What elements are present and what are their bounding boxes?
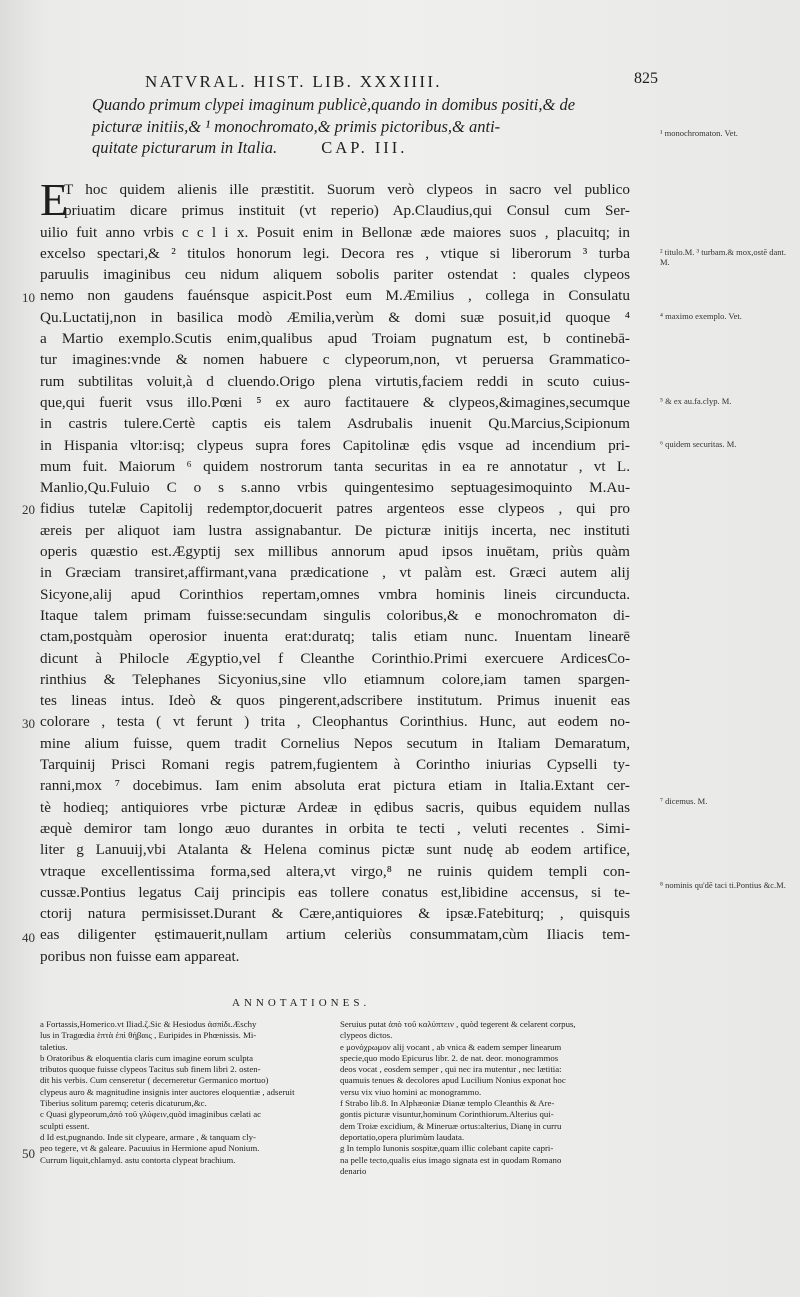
line-number: 30 [22,716,35,731]
annotation-line: Tiberius solitum paremq; ceteris dicaturum,&c. [40,1098,207,1109]
annotation-line: c Quasi glypeorum,ἀπὸ τοῦ γλύφειν,quòd imaginibus cælati ac [40,1109,262,1120]
annotation-line: na pelle tecto,qualis eius imago signata est in quodam Romano [340,1154,562,1165]
text-line: que,qui fuerit vsus illo.Pœni ⁵ ex auro factitauere & clypeos,&imagines,secumque [40,393,630,411]
chapter-title-line-last [92,137,632,159]
annotation-line: quamuis tenues & decolores apud Lucilium Nonius exponat hoc [340,1075,566,1086]
annotation-line: taletius. [40,1041,68,1052]
text-line: in Hispania vltor:isq; clypeus supra fores Capitolinæ ędis vsque ad incendium pri- [40,436,630,454]
annotation-line: peo tegere, vt & galeare. Pacuuius in Hermione apud Nonium. [40,1143,260,1154]
annotation-line: f Strabo lib.8. In Alphæoniæ Dianæ templo Cleanthis & Are- [340,1098,555,1109]
text-line: æquè demiror tam longo æuo durantes in orbita te tecti , veluti recentes . Simi- [40,819,630,837]
text-line: T hoc quidem alienis ille præstitit. Suorum verò clypeos in sacro vel publico [64,181,630,198]
text-line: rinthius & Telephanes Sicyonius,sine vllo etiamnum colore,iam tamen spargen- [40,670,630,688]
text-line: in castris tulere.Certè captis eis talem Asdrubalis inuenit Qu.Marcius,Scipionum [40,415,630,433]
text-line: paruulis imaginibus ceu nidum aliquem sobolis pariter ostendat : quales clypeos [40,266,630,284]
running-title: NATVRAL. HIST. LIB. XXXIIII. [145,72,442,91]
text-line: poribus non fuisse eam appareat. [40,947,240,965]
annotation-line: Seruius putat ἀπὸ τοῦ καλύπτειν , quòd tegerent & celarent corpus, [340,1019,576,1029]
text-line: liter g Lanuuij,vbi Atalanta & Helena cominus pictæ sunt nudę ab eodem artifice, [40,841,630,859]
margin-note: ⁸ nominis qu'dē taci ti.Pontius &c.M. [660,880,786,890]
text-line: Manlio,Qu.Fuluio C o s s.anno vrbis quingentesimo septuagesimoquinto M.Au- [40,479,630,497]
text-line: Tarquinij Prisci Romani regis patrem,fugientem à Corintho iniurias Cypselli ty- [40,756,630,774]
annotation-line: denario [340,1165,367,1176]
text-line: dicunt à Philocle Ægyptio,vel f Cleanthe Corinthio.Primi exercuere ArdicesCo- [40,649,630,667]
margin-note: ⁷ dicemus. M. [660,796,708,806]
margin-note: ⁶ quidem securitas. M. [660,439,737,449]
chapter-title-line: Quando primum clypei imaginum publicè,quando in domibus positi,& de [92,95,576,114]
text-line: ranni,mox ⁷ docebimus. Iam enim absoluta erat pictura etiam in Italia.Extant cer- [40,777,630,795]
chapter-title-line: picturæ initiis,& ¹ monochromato,& primis pictoribus,& anti- [92,116,501,136]
annotation-line: lus in Tragœdia ἑπτὰ ἐπὶ θήβαις , Euripides in Phœnissis. Mi- [40,1030,257,1041]
text-line: tur imagines:vnde & nomen habuere c clypeorum,non, vt peruersa Grammatico- [40,351,630,369]
text-line: fidius tutelæ Capitolij redemptor,docuerit patres argenteos esse clypeos , qui pro [40,500,630,518]
annotation-line: deportatio,opera plurimùm laudata. [340,1131,465,1142]
margin-note: ¹ monochromaton. Vet. [660,128,738,138]
text-line: ctam,postquàm operosior inuenta erat:duratq; talis etiam nunc. Inuentam linearē [40,628,630,646]
annotation-line: gontis picturæ visuntur,hominum Corinthiorum.Alterius qui- [340,1109,554,1120]
annotation-line: a Fortassis,Homerico.vt Iliad.ζ.Sic & Hesiodus ἀσπίδι.Æschy [40,1019,257,1029]
annotation-line: d Id est,pugnando. Inde sit clypeare, armare , & tanquam cly- [40,1131,256,1142]
page-number: 825 [634,70,658,87]
chapter-title [92,94,632,159]
text-line: æreis per aliquot iam lustra assignabantur. De picturæ initijs incerta, nec instituti [40,521,630,539]
text-line: nemo non gaudens fauénsque aspicit.Post eum M.Æmilius , collega in Consulatu [40,287,630,305]
text-line: mine alium fuisse, quem tradit Cornelius Nepos secutum in Italiam Demaratum, [40,734,630,752]
text-line: eas diligenter ęstimauerit,nullam artium celeriùs consummatam,cùm Iliacis tem- [40,926,630,944]
annotations-heading: ANNOTATIONES. [232,997,371,1009]
text-line: in Græciam transiret,affirmant,vana prædicatione , vt palàm est. Græci autem alij [40,564,630,582]
margin-note: ⁵ & ex au.fa.clyp. M. [660,396,732,406]
annotation-line: deos vocat , eosdem semper , qui nec ira mutentur , nec lætitia: [340,1064,562,1075]
line-number: 50 [22,1146,35,1161]
annotations-column-left [40,1019,310,1166]
annotation-line: clypeus auro & magnitudine insignis inter auctores eloquentiæ , adseruit [40,1086,295,1097]
annotation-line: e μονόχρωμον alij vocant , ab vnica & eadem semper linearum [340,1041,562,1052]
annotations-column-right [340,1019,640,1177]
margin-note: ⁴ maximo exemplo. Vet. [660,311,742,321]
margin-note: ² titulo.M. ³ turbam.& mox,ostē dant. M. [660,247,786,267]
line-number: 10 [22,290,35,305]
annotation-line: dem Troiæ excidium, & Mineruæ ortus:alterius, Dianę in curru [340,1120,562,1131]
text-line: colorare , testa ( vt ferunt ) trita , Cleophantus Corinthius. Hunc, aut eodem no- [40,713,630,731]
text-line: ctorij natura permisisset.Durant & Cære,antiquiores & ipsæ.Fatebiturq; , quisquis [40,905,630,923]
text-line: a Martio exemplo.Scutis enim,qualibus apud Troiam pugnatum est, b continebā- [40,330,630,348]
annotation-line: specie,quo modo Epicurus libr. 2. de nat. deor. monogrammos [340,1052,559,1063]
text-line: Sicyone,alij apud Corinthios repertam,omnes vmbra hominis lineis circunducta. [40,585,630,603]
text-line: vtraque excellentissima forma,sed altera,vt virgo,⁸ ne ruinis quidem templi con- [40,862,630,880]
text-line: tes lineas intus. Ideò & quos pingerent,adscribere institutum. Primus inuenit eas [40,692,630,710]
text-line: tè hodieq; antiquiores vrbe picturæ Ardeæ in ędibus sacris, quibus equidem nullas [40,798,630,816]
text-line: excelso spectari,& ² titulos honorum legi. Decora res , vtique si liberorum ³ turba [40,244,630,262]
annotation-line: tributos quoque fuisse clypeos Tacitus sub finem libri 2. osten- [40,1064,261,1075]
text-line: rum subtilitas voluit,à d cluendo.Origo plena virtutis,faciem reddi in scuto cuius- [40,372,630,390]
text-line: operis quæstio est.Ægyptij sex millibus annorum apud ipsos inuētam, priùs quàm [40,543,630,561]
line-number: 20 [22,502,35,517]
annotation-line: b Oratoribus & eloquentia claris cum imagine eorum sculpta [40,1052,254,1063]
annotation-line: g In templo Iunonis sospitæ,quam illic colebant capite capri- [340,1143,554,1154]
annotation-line: clypeos dictos. [340,1030,393,1041]
line-number: 40 [22,930,35,945]
drop-capital: E [40,174,69,225]
text-line: uilio fuit anno vrbis c c l i x. Posuit enim in Bellonæ æde maiores suos , placuitq; in [40,223,630,241]
annotation-line: Currum liquit,chlamyd. astu contorta clypeat brachium. [40,1154,236,1165]
text-line: mum fuit. Maiorum ⁶ quidem nostrorum tanta securitas in ea re annotatur , vt L. [40,457,630,475]
chapter-number: CAP. III. [321,138,408,157]
chapter-title-text: quitate picturarum in Italia. [92,138,278,157]
main-text [40,174,630,967]
annotation-line: versu vix viuo homini ac monogrammo. [340,1086,482,1097]
text-line: Itaque talem primam fuisse:secundam singulis coloribus,& e monochromaton di- [40,606,630,624]
text-line: cussæ.Pontius legatus Caij principis eas tollere conatus est,libidine accensus, si te- [40,883,630,901]
annotation-line: dit his verbis. Cum censeretur ( decerneretur Germanico mortuo) [40,1075,269,1086]
text-line: priuatim dicare primus instituit (vt reperio) Ap.Claudius,qui Consul cum Ser- [64,202,630,220]
annotation-line: sculpti essent. [40,1120,90,1131]
text-line: Qu.Luctatij,non in basilica modò Æmilia,verùm & domi suæ posuit,id quoque ⁴ [40,308,630,326]
